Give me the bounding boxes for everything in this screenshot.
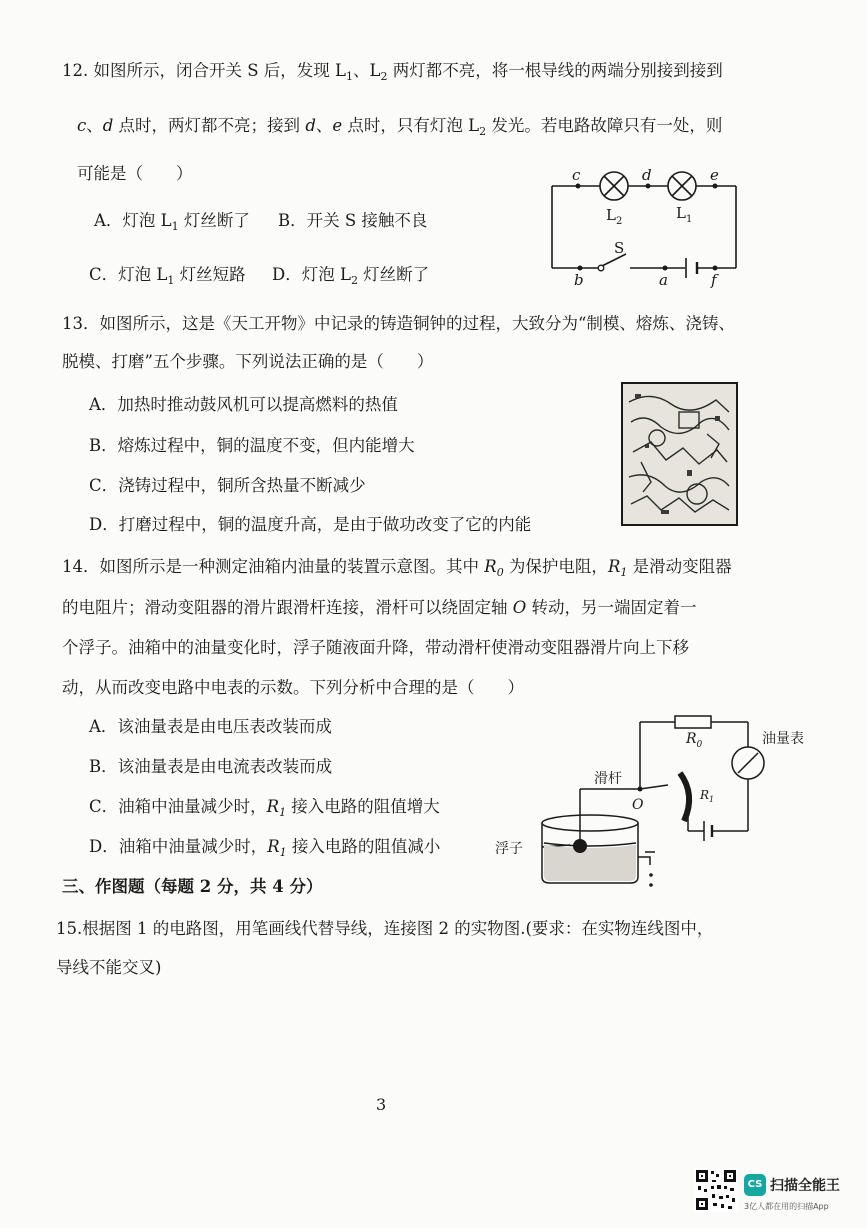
subscript: 1 <box>620 566 628 579</box>
q12-option-b: B．开关 S 接触不良 <box>278 211 428 230</box>
q14-option-c <box>89 796 440 824</box>
option-text: 接入电路的阻值减小 <box>286 837 441 856</box>
option-text: D．灯泡 L <box>272 265 351 284</box>
node-f <box>713 266 718 271</box>
subscript: 1 <box>167 274 175 287</box>
node-b <box>578 266 583 271</box>
q12-text: 12. 如图所示，闭合开关 S 后，发现 L <box>62 61 346 80</box>
option-text: D．油箱中油量减少时， <box>89 837 268 856</box>
q13-option-c: C．浇铸过程中，铜所含热量不断减少 <box>89 476 366 495</box>
q14-line2 <box>62 597 697 619</box>
label-float: 浮子 <box>495 841 523 857</box>
option-text: 灯丝断了 <box>178 211 250 230</box>
option-text: 灯丝断了 <box>357 265 430 284</box>
q12-option-d <box>272 264 429 292</box>
var-o: O <box>512 598 527 617</box>
point-label: c <box>77 116 87 135</box>
subscript: 1 <box>345 70 353 83</box>
subscript: 2 <box>479 125 487 138</box>
oil-gauge-diagram <box>490 705 830 895</box>
option-text: C．灯泡 L <box>89 265 168 284</box>
q13-option-d: D．打磨过程中，铜的温度升高，是由于做功改变了它的内能 <box>89 515 532 534</box>
q12-text: 、 <box>315 116 333 135</box>
label-e: e <box>710 166 719 184</box>
subscript: 0 <box>496 566 504 579</box>
tank-rim <box>542 815 638 831</box>
pivot-o <box>638 787 643 792</box>
label-f: f <box>711 271 717 289</box>
subscript: 1 <box>279 846 287 859</box>
q14-text: 为保护电阻， <box>503 557 608 576</box>
q12-text: 、 <box>86 116 103 135</box>
q12-line2 <box>77 115 722 143</box>
node-c <box>576 184 581 189</box>
label-d: d <box>642 166 652 184</box>
label-l2: $L_2$ <box>606 206 623 227</box>
option-text: A．灯泡 L <box>94 211 172 230</box>
q13-option-b: B．熔炼过程中，铜的温度不变，但内能增大 <box>89 436 415 455</box>
q14-option-b: B．该油量表是由电流表改装而成 <box>89 757 333 776</box>
node-a <box>663 266 668 271</box>
q14-text: 14．如图所示是一种测定油箱内油量的装置示意图。其中 <box>62 557 485 576</box>
option-text: C．油箱中油量减少时， <box>89 797 267 816</box>
q12-line1 <box>62 60 723 88</box>
q14-line4: 动，从而改变电路中电表的示数。下列分析中合理的是（ ） <box>62 678 524 697</box>
option-text: 接入电路的阻值增大 <box>286 797 440 816</box>
camscanner-logo: CS <box>744 1174 766 1196</box>
section-3-title: 三、作图题（每题 2 分，共 4 分） <box>62 877 323 896</box>
q14-option-a: A．该油量表是由电压表改装而成 <box>89 717 332 736</box>
drip <box>649 883 653 887</box>
q12-option-a <box>94 210 250 238</box>
q14-text: 是滑动变阻器 <box>627 557 732 576</box>
subscript: 1 <box>279 806 287 819</box>
q12-text: 发光。若电路故障只有一处，则 <box>486 116 723 135</box>
tap <box>638 857 650 865</box>
page-number: 3 <box>376 1095 387 1114</box>
label-c: c <box>572 166 581 184</box>
q12-text: 、L <box>352 61 381 80</box>
q12-text: 两灯都不亮，将一根导线的两端分别接到接到 <box>387 61 723 80</box>
slider-arm <box>640 785 668 789</box>
q12-text: 点时，两灯都不亮；接到 <box>113 116 306 135</box>
label-meter: 油量表 <box>762 731 804 747</box>
q14-line3: 个浮子。油箱中的油量变化时，浮子随液面升降，带动滑杆使滑动变阻器滑片向上下移 <box>62 638 689 657</box>
label-r1: $R_1$ <box>700 788 715 804</box>
q14-option-d <box>89 836 440 864</box>
q12-text: 点时，只有灯泡 L <box>342 116 480 135</box>
subscript: 2 <box>350 274 358 287</box>
q14-text: 转动，另一端固定着一 <box>526 598 697 617</box>
meter-needle <box>738 753 758 773</box>
q13-line2: 脱模、打磨”五个步骤。下列说法正确的是（ ） <box>62 352 434 371</box>
float <box>573 839 587 853</box>
tiangong-kaiwu-illustration <box>621 382 738 526</box>
point-label: d <box>305 116 316 135</box>
q12-line3: 可能是（ ） <box>77 164 193 183</box>
label-b: b <box>574 271 584 289</box>
q14-text: 的电阻片；滑动变阻器的滑片跟滑杆连接，滑杆可以绕固定轴 <box>62 598 513 617</box>
label-r0: $R_0$ <box>686 731 703 750</box>
node-d <box>646 184 651 189</box>
label-o: O <box>632 797 644 813</box>
q12-circuit-diagram <box>540 160 750 295</box>
camscanner-watermark <box>694 1168 859 1222</box>
var-r: R <box>267 837 280 856</box>
point-label: e <box>332 116 343 135</box>
q13-option-a: A．加热时推动鼓风机可以提高燃料的热值 <box>89 395 398 414</box>
var-r: R <box>607 557 621 576</box>
label-rod: 滑杆 <box>594 771 622 787</box>
label-l1: $L_1$ <box>676 204 693 225</box>
q15-line1: 15.根据图 1 的电路图，用笔画线代替导线，连接图 2 的实物图.(要求：在实物连线图中， <box>56 919 714 938</box>
q13-line1: 13．如图所示，这是《天工开物》中记录的铸造铜钟的过程，大致分为“制模、熔炼、浇铸、 <box>62 314 735 333</box>
camscanner-brand: 扫描全能王 <box>770 1178 840 1194</box>
q15-line2: 导线不能交叉) <box>56 958 162 977</box>
option-text: 灯丝短路 <box>174 265 246 284</box>
var-r: R <box>266 797 280 816</box>
var-r: R <box>484 557 497 576</box>
subscript: 2 <box>380 70 388 83</box>
camscanner-tagline: 3亿人都在用的扫描App <box>744 1202 829 1211</box>
node-e <box>713 184 718 189</box>
qr-code-icon <box>694 1168 738 1212</box>
drip <box>649 873 653 877</box>
subscript: 1 <box>171 220 179 233</box>
oil <box>544 845 636 881</box>
switch-contact <box>598 265 604 271</box>
resistor-r0 <box>675 716 711 728</box>
resistor-r1 <box>680 773 689 821</box>
q12-option-c <box>89 264 246 292</box>
label-s: S <box>614 239 625 257</box>
q14-line1 <box>62 556 732 584</box>
label-a: a <box>659 271 668 289</box>
point-label: d <box>102 116 114 135</box>
